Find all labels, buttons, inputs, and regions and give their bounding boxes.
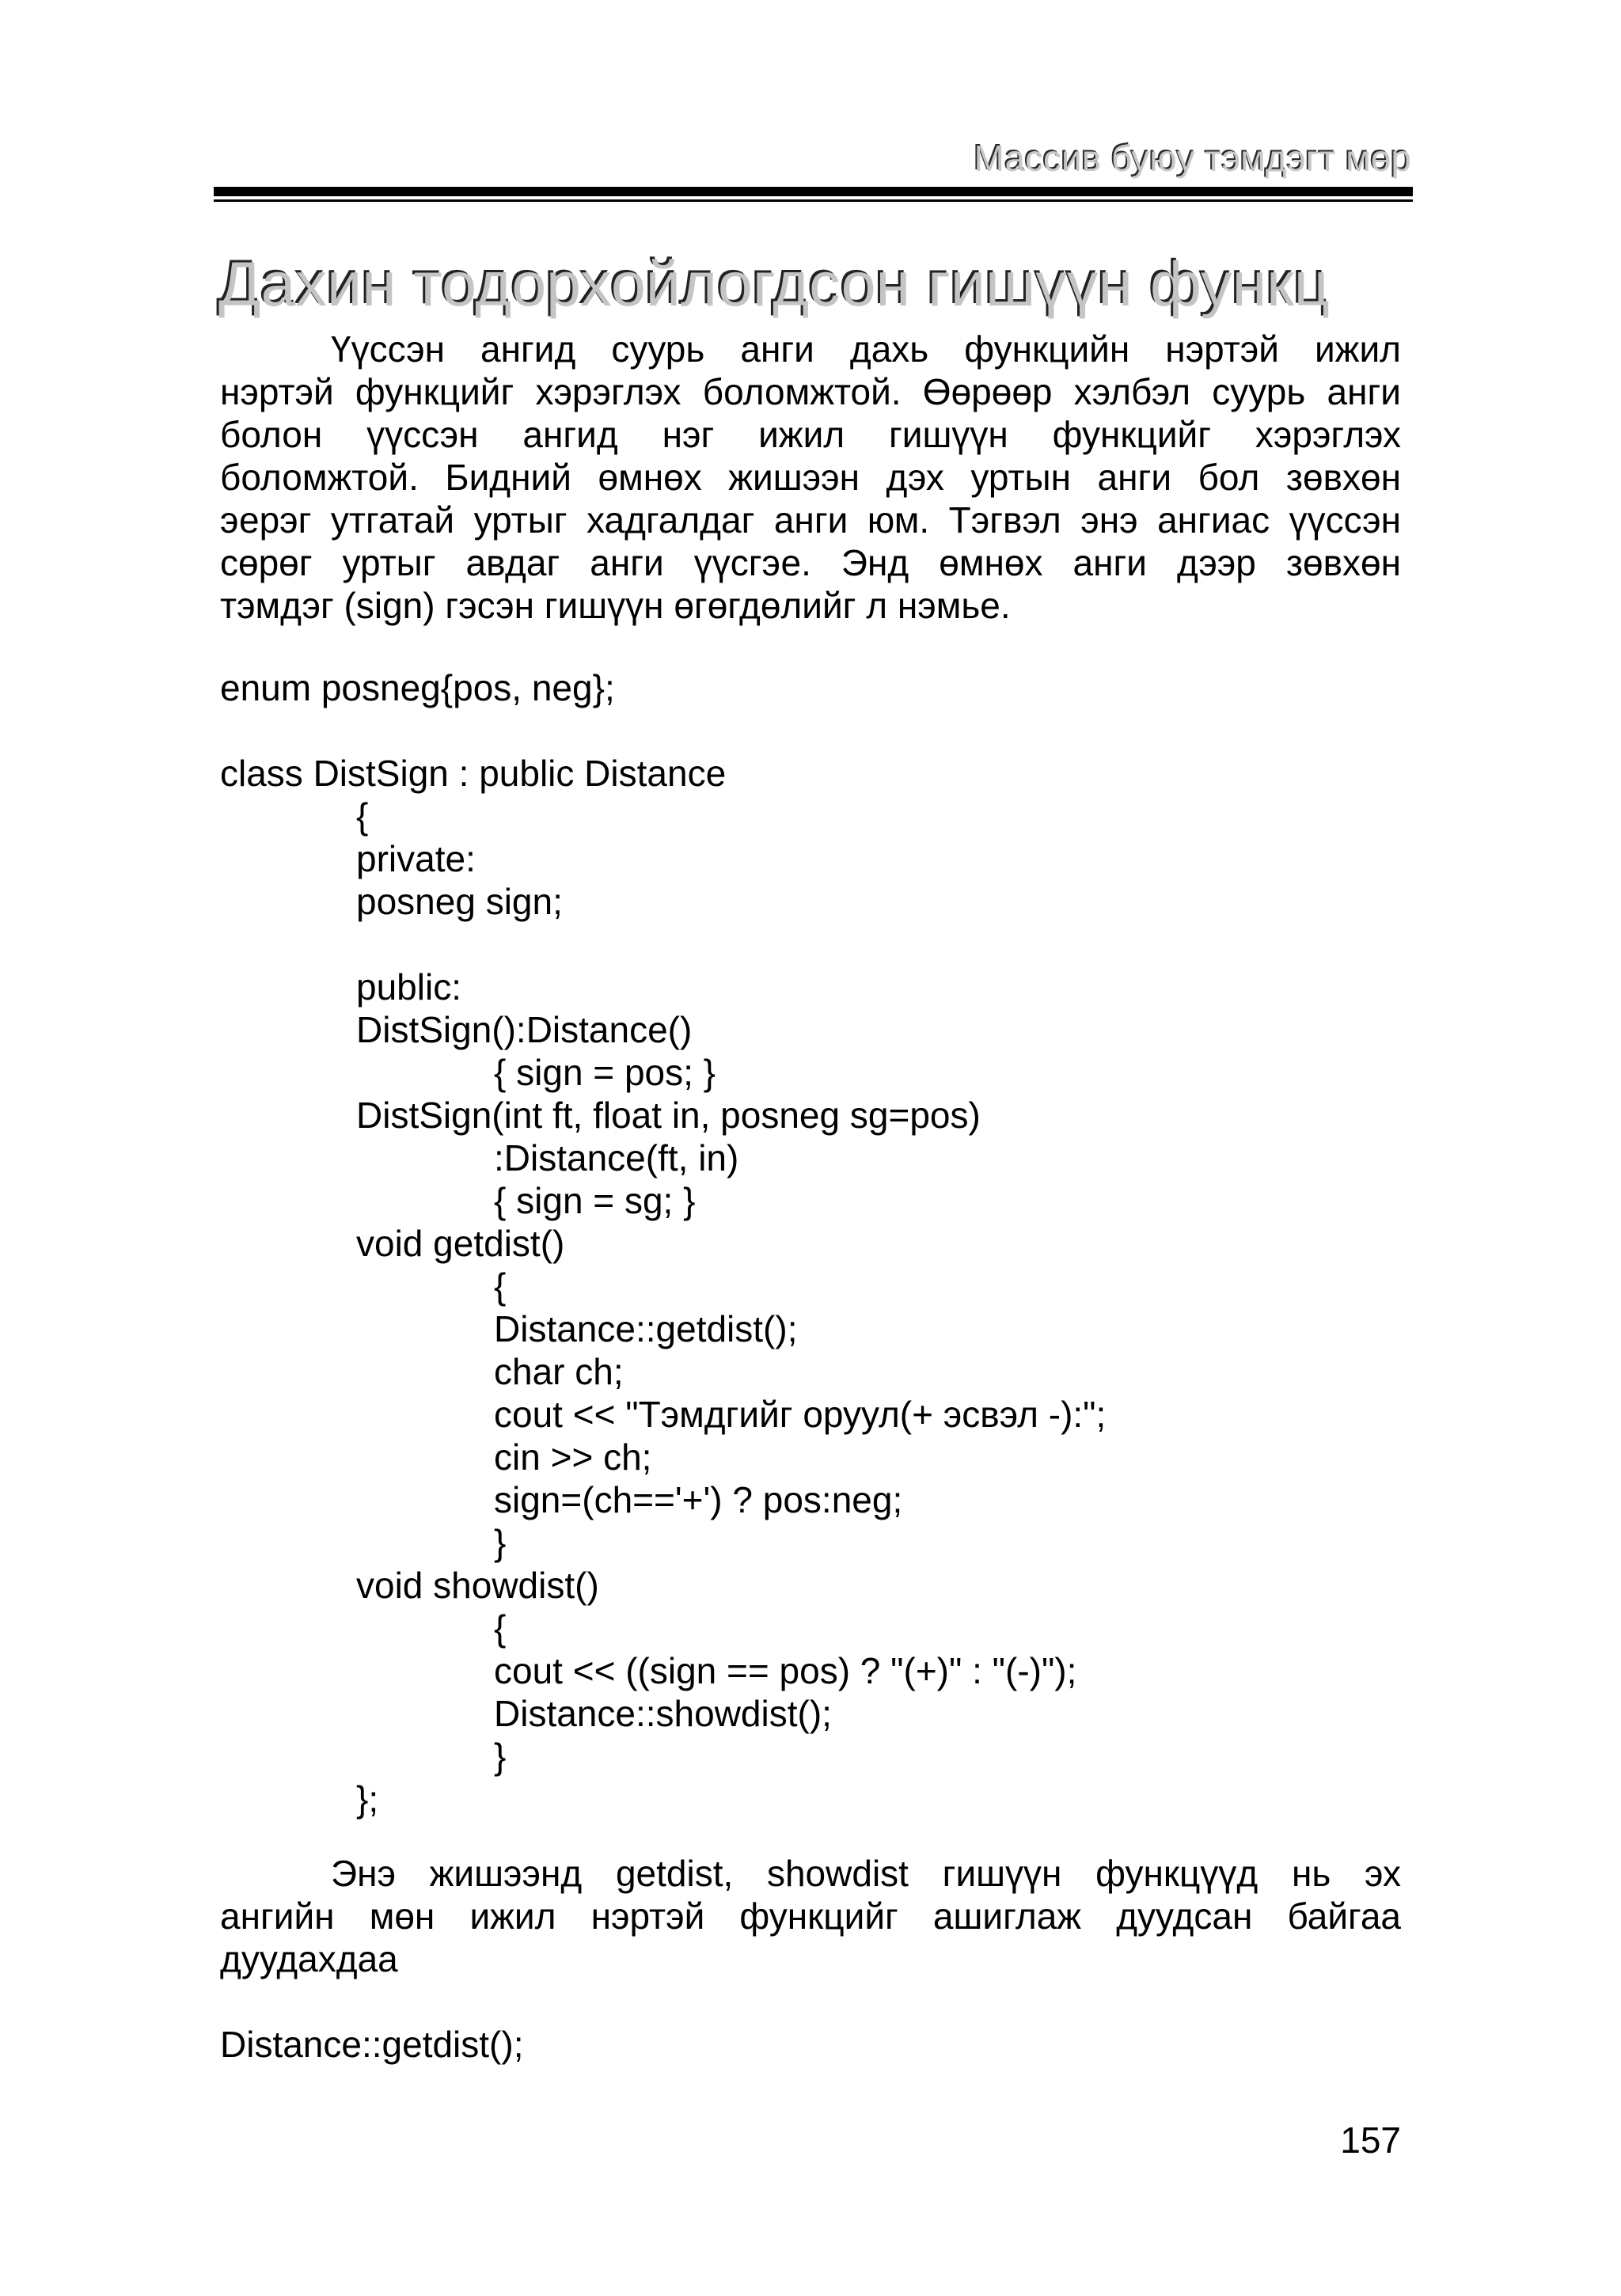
code-line: { <box>494 1607 507 1649</box>
code-line <box>220 709 1106 752</box>
code-line: DistSign():Distance() <box>356 1009 693 1050</box>
code-line: { <box>494 1266 507 1307</box>
intro-paragraph <box>220 328 1401 627</box>
code-line: void getdist() <box>356 1223 565 1264</box>
running-header: Массив буюу тэмдэгт мөр <box>974 138 1411 179</box>
explanation-paragraph <box>220 1852 1401 1980</box>
code-line: DistSign(int ft, float in, posneg sg=pos) <box>356 1095 981 1136</box>
code-line: :Distance(ft, in) <box>494 1137 739 1178</box>
paragraph-line: Үүссэн ангид суурь анги дахь функцийн нэртэй ижил <box>331 328 1401 370</box>
page-number: 157 <box>1340 2120 1401 2161</box>
code-line: }; <box>356 1778 379 1820</box>
code-line: cout << "Тэмдгийг оруул(+ эсвэл -):"; <box>494 1394 1107 1435</box>
code-listing <box>220 666 1106 1820</box>
code-snippet: Distance::getdist(); <box>220 2024 524 2065</box>
code-line: { sign = pos; } <box>494 1052 716 1093</box>
code-line: posneg sign; <box>356 881 563 922</box>
paragraph-line: дуудахдаа <box>220 1938 398 1979</box>
code-line: sign=(ch=='+') ? pos:neg; <box>494 1479 903 1520</box>
code-line: Distance::getdist(); <box>494 1308 798 1349</box>
code-line: char ch; <box>494 1351 624 1392</box>
header-rule-thick <box>214 187 1413 196</box>
section-title: Дахин тодорхойлогдсон гишүүн функц <box>218 249 1331 319</box>
code-line: class DistSign : public Distance <box>220 753 727 794</box>
paragraph-line: нэртэй функцийг хэрэглэх боломжтой. Өөрөөр хэлбэл суурь анги <box>220 371 1401 412</box>
code-line: Distance::showdist(); <box>494 1693 832 1734</box>
code-line: { <box>356 795 369 837</box>
paragraph-line: Энэ жишээнд getdist, showdist гишүүн функцүүд нь эх <box>331 1853 1401 1894</box>
code-line: { sign = sg; } <box>494 1180 696 1221</box>
code-line <box>220 923 1106 966</box>
code-line: } <box>494 1736 507 1777</box>
paragraph-line: болон үүссэн ангид нэг ижил гишүүн функцийг хэрэглэх <box>220 414 1401 455</box>
paragraph-line: тэмдэг (sign) гэсэн гишүүн өгөгдөлийг л нэмье. <box>220 585 1011 626</box>
header-rule-thin <box>214 199 1413 202</box>
paragraph-line: эерэг утгатай уртыг хадгалдаг анги юм. Тэгвэл энэ ангиас үүссэн <box>220 499 1401 541</box>
paragraph-line: сөрөг уртыг авдаг анги үүсгэе. Энд өмнөх анги дээр зөвхөн <box>220 542 1401 583</box>
code-line: enum posneg{pos, neg}; <box>220 667 615 708</box>
code-line: cin >> ch; <box>494 1436 652 1478</box>
paragraph-line: боломжтой. Бидний өмнөх жишээн дэх уртын анги бол зөвхөн <box>220 457 1401 498</box>
code-line: void showdist() <box>356 1565 599 1606</box>
code-line: } <box>494 1522 507 1563</box>
code-line: cout << ((sign == pos) ? "(+)" : "(-)"); <box>494 1650 1077 1691</box>
paragraph-line: ангийн мөн ижил нэртэй функцийг ашиглаж дуудсан байгаа <box>220 1896 1401 1937</box>
code-line: public: <box>356 966 461 1008</box>
code-line: private: <box>356 838 476 879</box>
